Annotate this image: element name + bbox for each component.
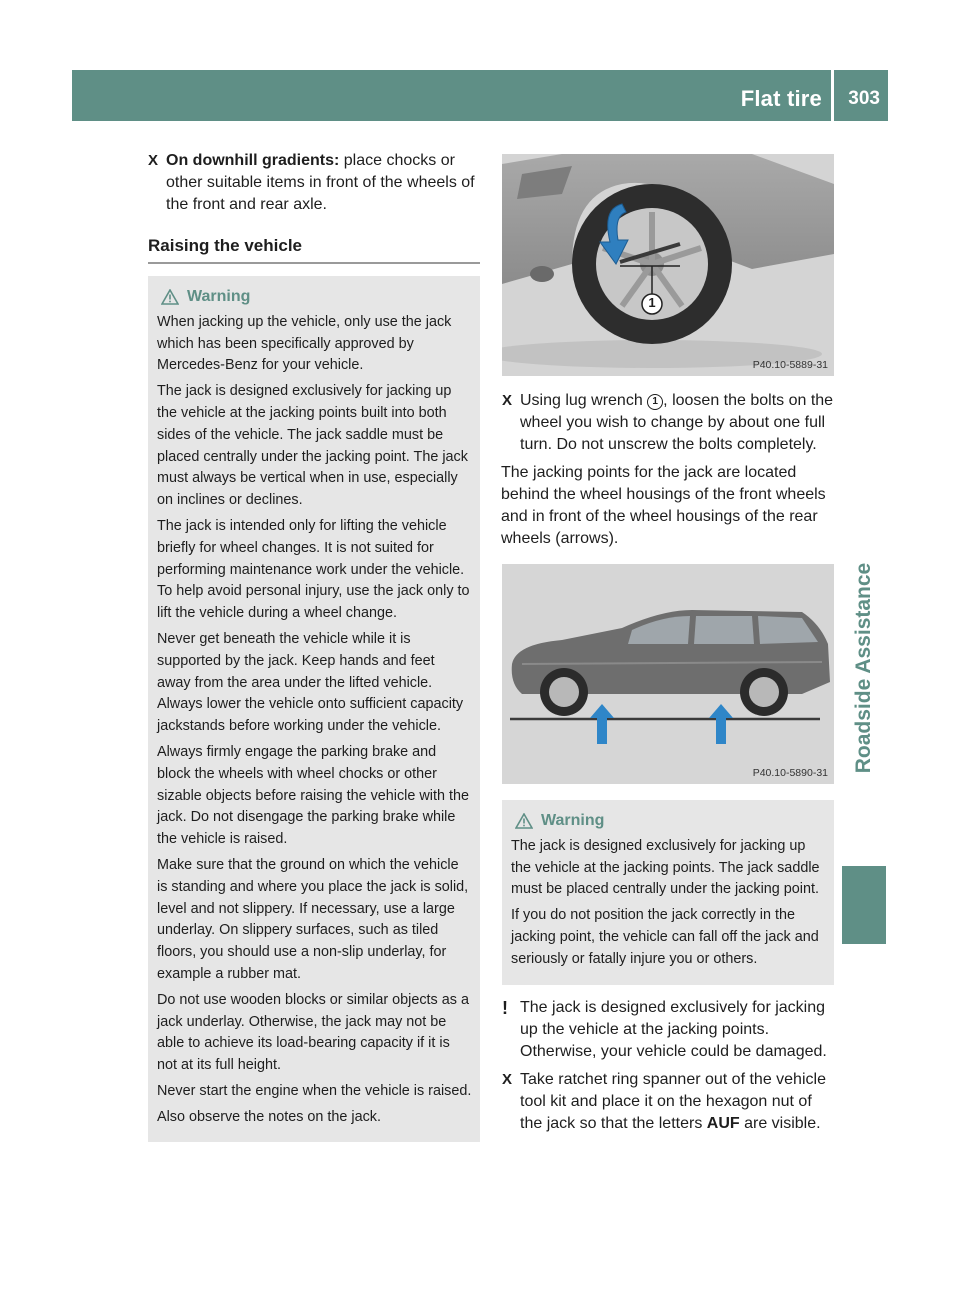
warning-paragraph: The jack is designed exclusively for jacking up the vehicle at the jacking points. The jack saddle must be placed centrally under the jacking point. bbox=[511, 837, 820, 898]
chapter-tab-marker bbox=[842, 866, 886, 944]
warning-paragraph: Never get beneath the vehicle while it is supported by the jack. Keep hands and feet away from the area under the lifted vehicle. Always lower the vehicle onto sufficient capacity jackstands before working under the vehicle. bbox=[157, 630, 464, 735]
warning-title: Warning bbox=[187, 288, 251, 305]
step-bold-label: AUF bbox=[706, 1114, 740, 1132]
callout-number: 1 bbox=[648, 295, 656, 310]
step-bold-label: On downhill gradients: bbox=[166, 152, 340, 169]
warning-heading bbox=[157, 286, 472, 308]
warning-paragraph: The jack is designed exclusively for jacking up the vehicle at the jacking points built into both sides of the vehicle. The jack saddle must be placed centrally under the jacking point. The jack must always be vertical when in use, especially on inclines or declines. bbox=[157, 383, 468, 509]
left-column bbox=[148, 150, 480, 1142]
page-title: Flat tire bbox=[740, 86, 822, 111]
figure-code: P40.10-5889-31 bbox=[752, 359, 828, 371]
lug-wrench-figure bbox=[502, 154, 834, 376]
warning-box bbox=[148, 276, 480, 1142]
step-marker: X bbox=[502, 392, 513, 409]
step-text-before: Using lug wrench bbox=[520, 392, 648, 409]
step-downhill-gradients bbox=[148, 150, 480, 216]
step-text-after: are visible. bbox=[739, 1114, 821, 1132]
warning-paragraph: Do not use wooden blocks or similar objects as a jack underlay. Otherwise, the jack may not be able to achieve its load-bearing capacity if it is not at its full height. bbox=[157, 991, 469, 1074]
section-heading: Raising the vehicle bbox=[148, 236, 480, 264]
step-text-before: Take ratchet ring spanner out of the vehicle tool kit and place it on the hexagon nut of the jack so that the letters bbox=[520, 1070, 826, 1132]
warning-paragraph: The jack is intended only for lifting the vehicle briefly for wheel changes. It is not suited for performing maintenance work under the vehicle. To help avoid personal injury, use the jack only to lift the vehicle during a wheel change. bbox=[157, 517, 470, 622]
warning-paragraph: If you do not position the jack correctly in the jacking point, the vehicle can fall off the jack and seriously or fatally injure you or others. bbox=[511, 907, 819, 967]
chapter-tab-label: Roadside Assistance bbox=[852, 562, 875, 774]
warning-paragraph: Always firmly engage the parking brake and block the wheels with wheel chocks or other sizable objects before raising the vehicle with the jack. Do not disengage the parking brake while the vehicle is raised. bbox=[157, 743, 469, 848]
right-column bbox=[502, 154, 834, 1141]
warning-paragraph: Make sure that the ground on which the vehicle is standing and where you place the jack is solid, level and not slippery. If necessary, use a large underlay. On slippery surfaces, such as tiled floors, you should use a non-slip underlay, for example a rubber mat. bbox=[157, 856, 469, 982]
vehicle-side-illustration bbox=[502, 564, 834, 784]
warning-box bbox=[502, 800, 834, 985]
step-marker: X bbox=[502, 1070, 513, 1088]
page-header bbox=[72, 70, 888, 121]
warning-paragraph: When jacking up the vehicle, only use the jack which has been specifically approved by Mercedes-Benz for your vehicle. bbox=[157, 313, 452, 374]
warning-paragraph: Never start the engine when the vehicle is raised. bbox=[157, 1082, 472, 1099]
warning-triangle-icon bbox=[161, 289, 179, 305]
step-marker: X bbox=[148, 152, 159, 169]
figure-code: P40.10-5890-31 bbox=[752, 767, 828, 779]
warning-title: Warning bbox=[541, 812, 605, 829]
step-text: place chocks or other suitable items in front of the wheels of the front and rear axle. bbox=[166, 152, 475, 213]
step-text-after: , loosen the bolts on the wheel you wish to change by about one full turn. Do not unscrew the bolts completely. bbox=[520, 392, 834, 453]
page-number: 303 bbox=[848, 88, 880, 109]
header-divider bbox=[831, 70, 834, 121]
warning-triangle-icon bbox=[515, 813, 533, 829]
notice-text: The jack is designed exclusively for jacking up the vehicle at the jacking points. Otherwise, your vehicle could be damaged. bbox=[520, 998, 827, 1060]
warning-heading bbox=[511, 810, 826, 832]
step-ratchet-spanner bbox=[502, 1069, 834, 1135]
wheel-illustration bbox=[502, 154, 834, 376]
step-loosen-bolts bbox=[502, 390, 834, 456]
notice-marker: ! bbox=[502, 997, 508, 1018]
jacking-points-figure bbox=[502, 564, 834, 784]
warning-paragraph: Also observe the notes on the jack. bbox=[157, 1108, 381, 1125]
jacking-points-paragraph: The jacking points for the jack are located behind the wheel housings of the front wheels and in front of the wheel housings of the rear wheels (arrows). bbox=[501, 464, 826, 547]
callout-number-inline: 1 bbox=[647, 394, 663, 410]
chapter-tab bbox=[842, 478, 886, 858]
notice-jack-damage bbox=[502, 997, 834, 1063]
